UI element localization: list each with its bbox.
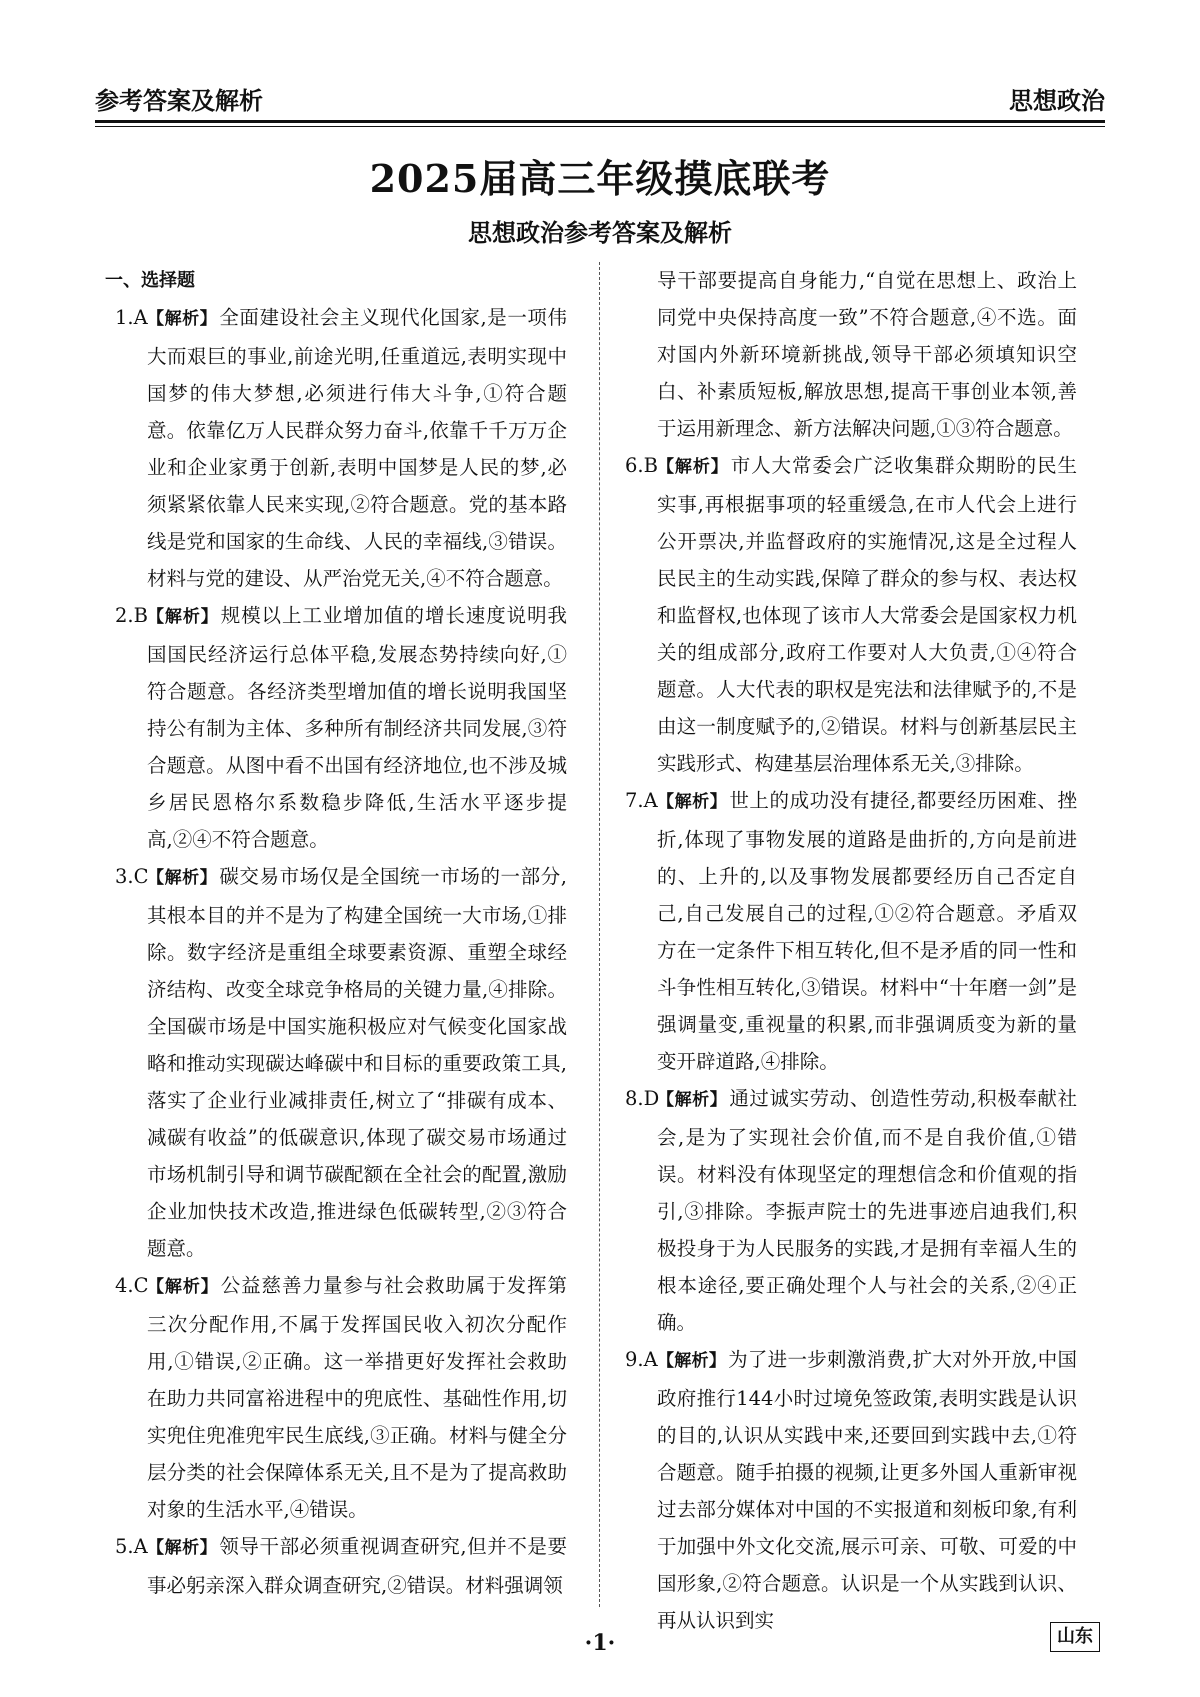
analysis-tag: 【解析】 xyxy=(147,1538,218,1558)
answer-item-5 xyxy=(115,1528,567,1604)
item-text: 全面建设社会主义现代化国家,是一项伟大而艰巨的事业,前途光明,任重道远,表明实现中国梦的伟大梦想,必须进行伟大斗争,①符合题意。依靠亿万人民群众努力奋斗,依靠千千万万企业和企业家勇于创新,表明中国梦是人民的梦,必须紧紧依靠人民来实现,②符合题意。党的基本路线是党和国家的生命线、人民的幸福线,③错误。材料与党的建设、从严治党无关,④不符合题意。 xyxy=(147,306,567,590)
item-number: 2.B xyxy=(115,604,148,627)
item-number: 8.D xyxy=(625,1087,660,1110)
answer-item-6 xyxy=(625,447,1077,782)
item-number: 9.A xyxy=(625,1348,658,1371)
header-left: 参考答案及解析 xyxy=(95,87,263,115)
answer-item-2 xyxy=(115,597,567,858)
item-number: 5.A xyxy=(115,1535,148,1558)
analysis-tag: 【解析】 xyxy=(657,1090,728,1110)
page-title: 2025届高三年级摸底联考 xyxy=(369,156,831,201)
column-divider xyxy=(599,262,600,1607)
analysis-tag: 【解析】 xyxy=(657,457,729,477)
left-column xyxy=(105,262,567,1604)
analysis-tag: 【解析】 xyxy=(657,1351,727,1371)
analysis-tag: 【解析】 xyxy=(657,792,728,812)
answer-item-1 xyxy=(115,299,567,597)
analysis-tag: 【解析】 xyxy=(147,868,218,888)
item-text: 碳交易市场仅是全国统一市场的一部分,其根本目的并不是为了构建全国统一大市场,①排除。数字经济是重组全球要素资源、重塑全球经济结构、改变全球竞争格局的关键力量,④排除。全国碳市场是中国实施积极应对气候变化国家战略和推动实现碳达峰碳中和目标的重要政策工具,落实了企业行业减排责任,树立了“排碳有成本、减碳有收益”的低碳意识,体现了碳交易市场通过市场机制引导和调节碳配额在全社会的配置,激励企业加快技术改造,推进绿色低碳转型,②③符合题意。 xyxy=(147,865,567,1260)
header-rule-thin xyxy=(95,126,1105,127)
right-column xyxy=(625,262,1077,1639)
item-text: 导干部要提高自身能力,“自觉在思想上、政治上同党中央保持高度一致”不符合题意,④不选。面对国内外新环境新挑战,领导干部必须填知识空白、补素质短板,解放思想,提高干事创业本领,善于运用新理念、新方法解决问题,①③符合题意。 xyxy=(657,269,1077,440)
item-text: 世上的成功没有捷径,都要经历困难、挫折,体现了事物发展的道路是曲折的,方向是前进的、上升的,以及事物发展都要经历自己否定自己,自己发展自己的过程,①②符合题意。矛盾双方在一定条件下相互转化,但不是矛盾的同一性和斗争性相互转化,③错误。材料中“十年磨一剑”是强调量变,重视量的积累,而非强调质变为新的量变开辟道路,④排除。 xyxy=(657,789,1077,1073)
answer-item-8 xyxy=(625,1080,1077,1341)
item-number: 6.B xyxy=(625,454,658,477)
item-number: 7.A xyxy=(625,789,658,812)
answer-item-7 xyxy=(625,782,1077,1080)
running-header xyxy=(95,80,1105,116)
header-right: 思想政治 xyxy=(1009,87,1105,115)
analysis-tag: 【解析】 xyxy=(147,1277,219,1297)
analysis-tag: 【解析】 xyxy=(147,607,219,627)
answer-item-4 xyxy=(115,1267,567,1528)
item-number: 4.C xyxy=(115,1274,149,1297)
item-text: 为了进一步刺激消费,扩大对外开放,中国政府推行144小时过境免签政策,表明实践是认识的目的,认识从实践中来,还要回到实践中去,①符合题意。随手拍摄的视频,让更多外国人重新审视过去部分媒体对中国的不实报道和刻板印象,有利于加强中外文化交流,展示可亲、可敬、可爱的中国形象,②符合题意。认识是一个从实践到认识、再从认识到实 xyxy=(657,1348,1077,1632)
item-text: 领导干部必须重视调查研究,但并不是要事必躬亲深入群众调查研究,②错误。材料强调领 xyxy=(147,1535,567,1597)
item-text: 通过诚实劳动、创造性劳动,积极奉献社会,是为了实现社会价值,而不是自我价值,①错误。材料没有体现坚定的理想信念和价值观的指引,③排除。李振声院士的先进事迹启迪我们,积极投身于为人民服务的实践,才是拥有幸福人生的根本途径,要正确处理个人与社会的关系,②④正确。 xyxy=(657,1087,1077,1334)
item-text: 规模以上工业增加值的增长速度说明我国国民经济运行总体平稳,发展态势持续向好,①符合题意。各经济类型增加值的增长说明我国坚持公有制为主体、多种所有制经济共同发展,③符合题意。从图中看不出国有经济地位,也不涉及城乡居民恩格尔系数稳步降低,生活水平逐步提高,②④不符合题意。 xyxy=(147,604,567,851)
analysis-tag: 【解析】 xyxy=(147,309,218,329)
item-text: 公益慈善力量参与社会救助属于发挥第三次分配作用,不属于发挥国民收入初次分配作用,①错误,②正确。这一举措更好发挥社会救助在助力共同富裕进程中的兜底性、基础性作用,切实兜住兜准兜牢民生底线,③正确。材料与健全分层分类的社会保障体系无关,且不是为了提高救助对象的生活水平,④错误。 xyxy=(147,1274,567,1521)
region-badge: 山东 xyxy=(1050,1622,1100,1652)
answer-item-9 xyxy=(625,1341,1077,1639)
page-number: ·1· xyxy=(584,1630,616,1656)
item-text: 市人大常委会广泛收集群众期盼的民生实事,再根据事项的轻重缓急,在市人代会上进行公开票决,并监督政府的实施情况,这是全过程人民民主的生动实践,保障了群众的参与权、表达权和监督权,也体现了该市人大常委会是国家权力机关的组成部分,政府工作要对人大负责,①④符合题意。人大代表的职权是宪法和法律赋予的,不是由这一制度赋予的,②错误。材料与创新基层民主实践形式、构建基层治理体系无关,③排除。 xyxy=(657,454,1077,775)
item-number: 1.A xyxy=(115,306,148,329)
header-rule-thick xyxy=(95,120,1105,123)
page-subtitle: 思想政治参考答案及解析 xyxy=(468,219,732,247)
item-number: 3.C xyxy=(115,865,149,888)
answer-item-3 xyxy=(115,858,567,1267)
section-title: 一、选择题 xyxy=(105,270,195,291)
answer-item-5-continued xyxy=(625,262,1077,447)
